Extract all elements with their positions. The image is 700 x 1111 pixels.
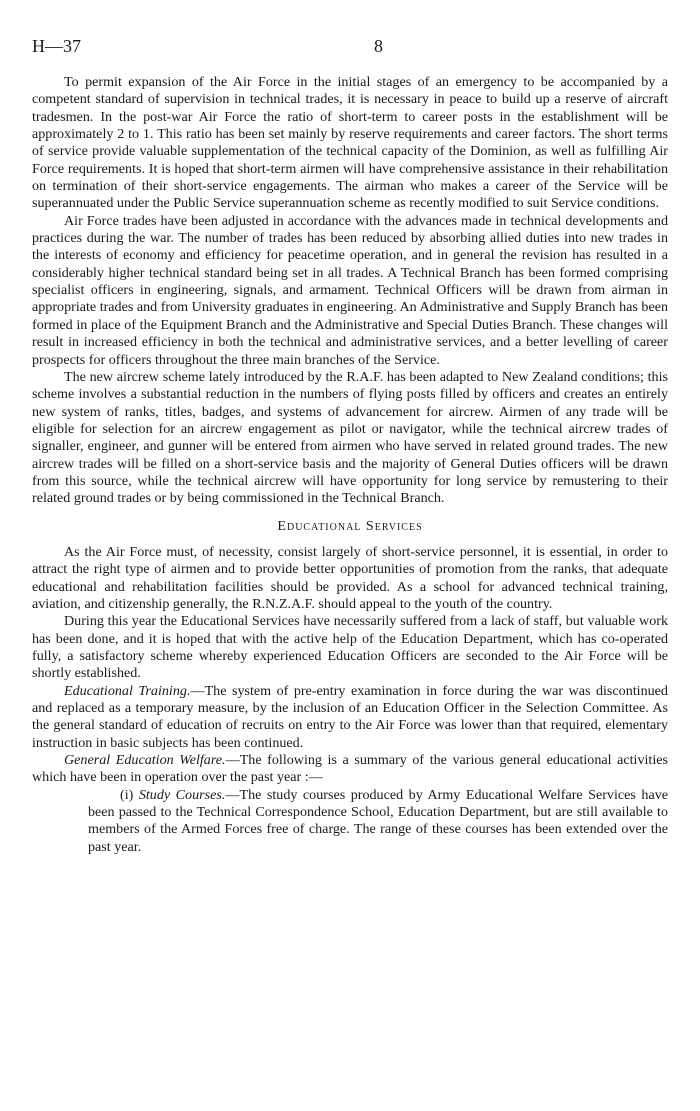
study-courses-label: Study Courses. (138, 786, 226, 803)
list-item-number: (i) (120, 786, 134, 803)
list-item-study-courses (32, 787, 668, 856)
page-body (32, 74, 668, 856)
paragraph-education-intro: As the Air Force must, of necessity, consist largely of short-service personnel, it is essential, in order to attract the right type of airmen and to provide better opportunities of promotion from the ranks, that adequate educational and rehabilitation facilities should be provided. As a school for advanced technical training, aviation, and citizenship generally, the R.N.Z.A.F. should appeal to the youth of the country. (32, 543, 668, 612)
paragraph-aircrew: The new aircrew scheme lately introduced by the R.A.F. has been adapted to New Zealand conditions; this scheme involves a substantial reduction in the numbers of flying posts filled by officers and creates an entirely new system of ranks, titles, badges, and systems of advancement for aircrew. Airmen of any trade will be eligible for selection for an aircrew engagement as pilot or navigator, while the technical aircrew trades of signaller, engineer, and gunner will be entered from airmen who have served in related ground trades. The new aircrew trades will be filled on a short-service basis and the majority of General Duties officers will be drawn from this source, while the technical aircrew will have opportunity for long service by remustering to their related ground trades or by being commissioned in the Technical Branch. (32, 368, 668, 507)
section-heading: Educational Services (277, 517, 423, 534)
educational-training-text: —The system of pre-entry examination in force during the war was discontinued and replaced as a temporary measure, by the inclusion of an Education Officer in the Selection Committee. As the general standard of education of recruits on entry to the Air Force was lower than that required, elementary instruction in basic subjects has been continued. (32, 682, 668, 751)
paragraph-educational-training (32, 683, 668, 752)
document-reference: H—37 (32, 36, 81, 56)
general-education-label: General Education Welfare. (64, 752, 226, 769)
educational-training-label: Educational Training. (64, 682, 191, 699)
general-education-text: —The following is a summary of the various general educational activities which have been in operation over the past year :— (32, 752, 669, 786)
paragraph-general-education (32, 752, 668, 787)
paragraph-education-staff: During this year the Educational Services have necessarily suffered from a lack of staff, but valuable work has been done, and it is hoped that with the active help of the Education Department, which has co-operated fully, a satisfactory scheme whereby experienced Education Officers are seconded to the Air Force will be shortly established. (32, 613, 668, 682)
paragraph-trades: Air Force trades have been adjusted in accordance with the advances made in technical developments and practices during the war. The number of trades has been reduced by absorbing allied duties into new trades in the interests of economy and efficiency for peacetime operation, and in general the revision has resulted in a considerably higher technical standard being set in all trades. A Technical Branch has been formed comprising specialist officers in engineering, signals, and armament. Technical Officers will be drawn from airman in appropriate trades and from University graduates in engineering. An Administrative and Supply Branch has been formed in place of the Equipment Branch and the Administrative and Special Duties Branch. These changes will result in increased efficiency in both the technical and administrative services, and a better levelling of career prospects for officers throughout the three main branches of the Service. (32, 212, 669, 368)
page-number: 8 (374, 36, 383, 56)
study-courses-text: —The study courses produced by Army Educational Welfare Services have been passed to the Technical Correspondence School, Education Department, but are still available to members of the Armed Forces free of charge. The range of these courses has been extended over the past year. (88, 786, 669, 855)
page-header (32, 36, 668, 58)
paragraph-reserve: To permit expansion of the Air Force in the initial stages of an emergency to be accompanied by a competent standard of supervision in technical trades, it is necessary in peace to build up a reserve of aircraft tradesmen. In the post-war Air Force the ratio of short-term to career posts in the establishment will be approximately 2 to 1. This ratio has been set mainly by reserve requirements and career factors. The short terms of service provide valuable supplementation of the technical capacity of the Dominion, as well as fulfilling Air Force requirements. It is hoped that short-term airmen will have comprehensive assistance in their rehabilitation on termination of their short-service engagements. The airman who makes a career of the Service will be superannuated under the Public Service superannuation scheme as recently modified to suit Service conditions. (32, 74, 668, 212)
